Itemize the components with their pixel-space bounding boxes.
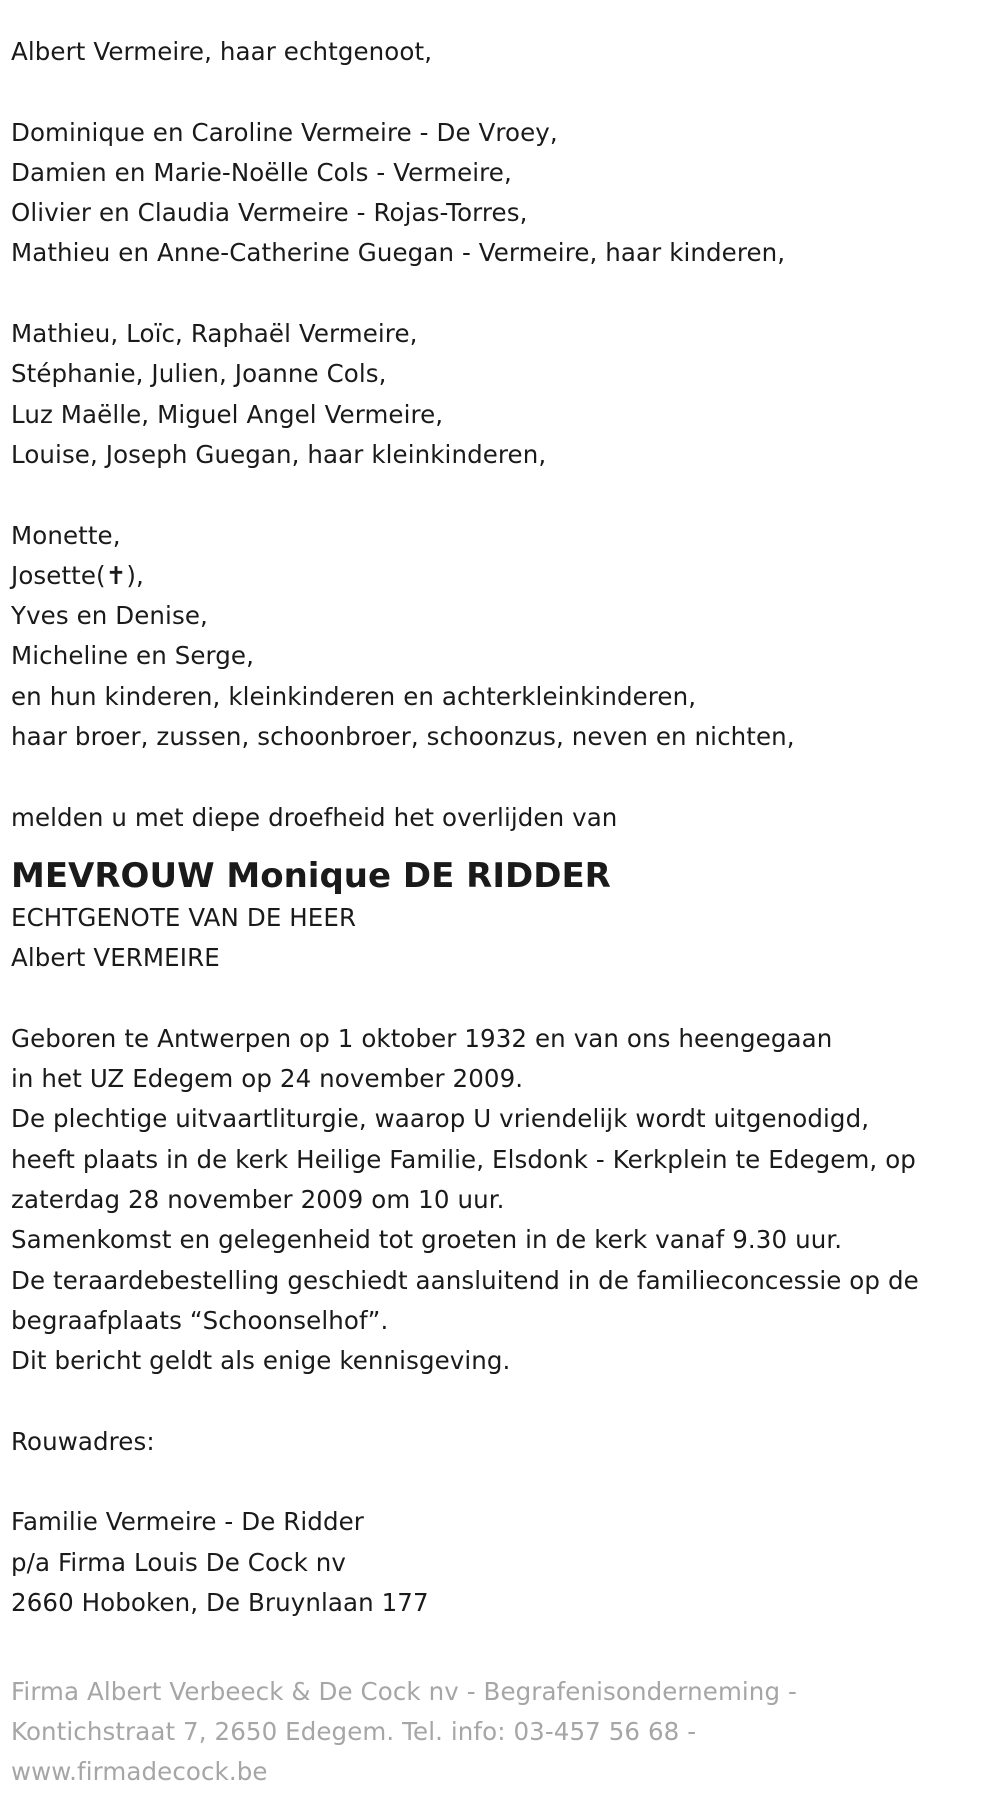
footer-website: www.firmadecock.be [11, 1757, 268, 1787]
details-line: in het UZ Edegem op 24 november 2009. [11, 1064, 524, 1094]
mourning-address [11, 1502, 991, 1623]
funeral-details [11, 1019, 991, 1382]
spacer [11, 1382, 991, 1422]
details-line: De teraardebestelling geschiedt aansluitend in de familieconcessie op de [11, 1265, 919, 1295]
sibling-line: en hun kinderen, kleinkinderen en achterkleinkinderen, [11, 681, 697, 711]
children-list [11, 113, 991, 274]
details-line: Dit bericht geldt als enige kennisgeving. [11, 1346, 511, 1376]
grandchildren-line: Mathieu, Loïc, Raphaël Vermeire, [11, 319, 418, 349]
details-line: begraafplaats “Schoonselhof”. [11, 1305, 389, 1335]
funeral-home-footer [11, 1672, 991, 1793]
details-line: Samenkomst en gelegenheid tot groeten in de kerk vanaf 9.30 uur. [11, 1225, 843, 1255]
obituary-notice [11, 32, 991, 1792]
address-line: p/a Firma Louis De Cock nv [11, 1547, 347, 1577]
deceased-name: MEVROUW Monique DE RIDDER [11, 855, 611, 896]
grandchildren-line: Luz Maëlle, Miguel Angel Vermeire, [11, 399, 444, 429]
details-line: De plechtige uitvaartliturgie, waarop U vriendelijk wordt uitgenodigd, [11, 1104, 870, 1134]
sibling-line: Micheline en Serge, [11, 641, 254, 671]
address-line: 2660 Hoboken, De Bruynlaan 177 [11, 1587, 429, 1617]
spacer [11, 72, 991, 112]
details-line: zaterdag 28 november 2009 om 10 uur. [11, 1185, 505, 1215]
children-line: Damien en Marie-Noëlle Cols - Vermeire, [11, 157, 512, 187]
footer-line: Firma Albert Verbeeck & De Cock nv - Begrafenisonderneming - [11, 1676, 797, 1706]
spacer [11, 475, 991, 515]
announcement-text: melden u met diepe droefheid het overlijden van [11, 802, 618, 832]
address-heading: Rouwadres: [11, 1426, 155, 1456]
grandchildren-list [11, 314, 991, 475]
spacer [11, 757, 991, 797]
sibling-line: Yves en Denise, [11, 601, 208, 631]
spacer [11, 1623, 991, 1663]
deceased-spouse-name: Albert VERMEIRE [11, 943, 220, 973]
children-line: Dominique en Caroline Vermeire - De Vroey, [11, 117, 558, 147]
children-line: Mathieu en Anne-Catherine Guegan - Vermeire, haar kinderen, [11, 238, 786, 268]
grandchildren-line: Louise, Joseph Guegan, haar kleinkinderen, [11, 439, 547, 469]
spacer [11, 979, 991, 1019]
siblings-list [11, 516, 991, 758]
sibling-line: Monette, [11, 520, 121, 550]
details-line: Geboren te Antwerpen op 1 oktober 1932 en van ons heengegaan [11, 1023, 833, 1053]
children-line: Olivier en Claudia Vermeire - Rojas-Torres, [11, 198, 528, 228]
grandchildren-line: Stéphanie, Julien, Joanne Cols, [11, 359, 387, 389]
sibling-line: Josette(✝), [11, 560, 144, 590]
spouse-line: Albert Vermeire, haar echtgenoot, [11, 37, 433, 66]
deceased-title: ECHTGENOTE VAN DE HEER [11, 902, 357, 932]
spacer [11, 1462, 991, 1502]
sibling-line: haar broer, zussen, schoonbroer, schoonzus, neven en nichten, [11, 722, 795, 752]
address-line: Familie Vermeire - De Ridder [11, 1507, 364, 1537]
footer-line: Kontichstraat 7, 2650 Edegem. Tel. info: 03-457 56 68 - [11, 1716, 697, 1746]
details-line: heeft plaats in de kerk Heilige Familie, Elsdonk - Kerkplein te Edegem, op [11, 1144, 916, 1174]
spacer [11, 274, 991, 314]
